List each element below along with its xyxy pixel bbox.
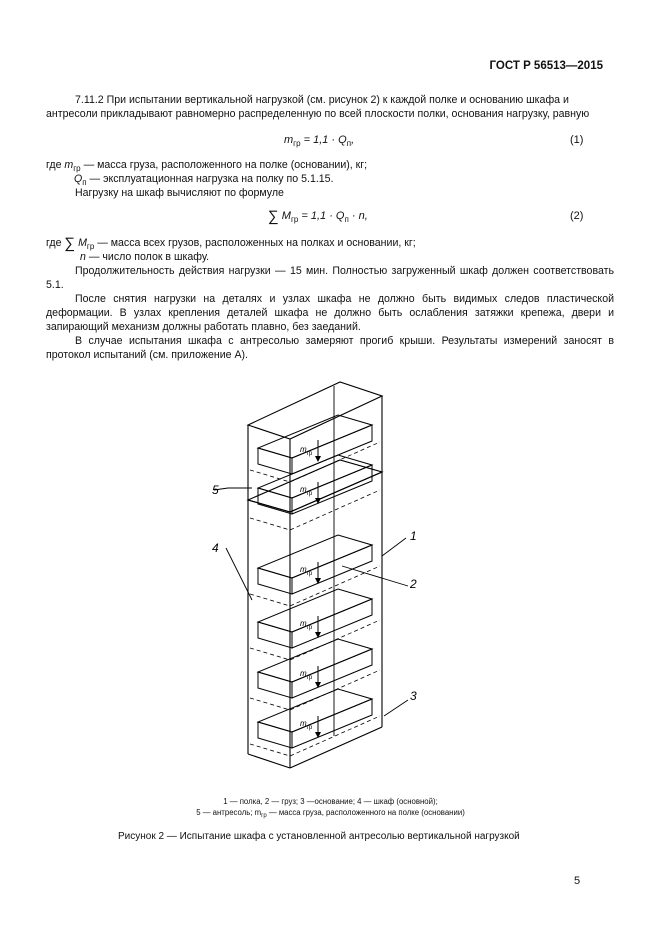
equation-1-number: (1) [570, 134, 584, 146]
callout-4-cabinet: 4 [212, 541, 219, 555]
callout-3-base: 3 [410, 689, 417, 703]
where2-lead: где [46, 237, 62, 249]
where1-lead: где [46, 159, 62, 171]
where-block-2-line2 [80, 250, 648, 264]
where1-sym2-sub: п [82, 178, 87, 187]
eq1-rhs-sub: п [346, 139, 352, 148]
page-number: 5 [574, 875, 581, 887]
equation-1 [284, 134, 354, 148]
load-label: $m_{гр}$ [300, 565, 313, 577]
paragraph-mezzanine: В случае испытания шкафа с антресолью замеряют прогиб крыши. Результаты измерений заносят в протокол испытаний (см. приложение А). [46, 335, 614, 362]
load-label: $m_{гр}$ [300, 619, 313, 631]
load-label: $m_{гр}$ [300, 485, 313, 497]
load-label: $m_{гр}$ [300, 669, 313, 681]
arrow-head [315, 456, 321, 462]
callout-5-mezzanine: 5 [212, 483, 219, 497]
callout-leaders [214, 488, 408, 716]
legend-line-2-sub: гр [261, 813, 267, 819]
paragraph-after-unload: После снятия нагрузки на деталях и узлах шкафа не должно быть видимых следов пластической деформации. В узлах крепления деталей шкафа не должно быть ослабления затяжки крепежа, двери и запирающий механизм должны работать плавно, без заеданий. [46, 293, 614, 334]
arrow-head [315, 682, 321, 688]
where2-desc1: — масса всех грузов, расположенных на полках и основании, кг; [94, 237, 416, 249]
loads [258, 415, 372, 748]
figure-cabinet-drawing [200, 380, 460, 800]
figure-caption: Рисунок 2 — Испытание шкафа с установленной антресолью вертикальной нагрузкой [118, 831, 520, 842]
arrow-head [315, 632, 321, 638]
eq2-rhs-sub: п [344, 215, 349, 224]
eq1-rhs-end: , [351, 134, 355, 146]
paragraph-load-formula: Нагрузку на шкаф вычисляют по формуле [75, 187, 284, 199]
document-header: ГОСТ Р 56513—2015 [489, 60, 603, 72]
mezzanine-outline [248, 382, 382, 512]
where2-desc2: — число полок в шкафу. [85, 251, 210, 263]
eq2-rhs: = 1,1 · Q [301, 210, 345, 222]
callout-2-load: 2 [410, 577, 417, 591]
load-block [258, 589, 372, 648]
where1-desc2: — эксплуатационная нагрузка на полку по 5.1.15. [86, 173, 334, 185]
paragraph-7-11-2: 7.11.2 При испытании вертикальной нагрузкой (см. рисунок 2) к каждой полке и основанию шкафа и антресоли прикладывают равномерно распределенную по всей плоскости полки, основания нагрузку, равную [46, 94, 590, 121]
eq1-lhs: m [284, 134, 294, 146]
where2-sym1: M [78, 237, 87, 249]
eq2-lhs: M [281, 210, 291, 222]
load-block [258, 535, 372, 594]
where1-desc1: — масса груза, расположенного на полке (основании), кг; [80, 159, 368, 171]
where2-sigma: ∑ [64, 235, 76, 252]
eq2-sigma: ∑ [268, 208, 279, 225]
where1-sym2: Q [74, 173, 83, 185]
paragraph-duration: Продолжительность действия нагрузки — 15 мин. Полностью загруженный шкаф должен соответствовать 5.1. [46, 265, 614, 292]
equation-2 [268, 208, 368, 225]
where2-sym2: n [80, 251, 86, 263]
callout-1-shelf: 1 [410, 529, 417, 543]
where2-sym1-sub: гр [86, 242, 95, 251]
eq2-rhs-end: · n, [348, 210, 368, 222]
figure-legend [0, 796, 661, 822]
legend-line-1: 1 — полка, 2 — груз; 3 —основание; 4 — шкаф (основной); [223, 797, 438, 806]
eq2-lhs-sub: гр [290, 215, 299, 224]
load-block [258, 639, 372, 698]
arrow-head [315, 732, 321, 738]
legend-line-2 [0, 807, 661, 822]
arrow-head [315, 578, 321, 584]
where1-sym1: m [64, 159, 74, 171]
legend-line-2-post: — масса груза, расположенного на полке (основании) [266, 808, 465, 817]
legend-line-2-pre: 5 — антресоль; m [196, 808, 262, 817]
load-block [258, 415, 372, 474]
load-label: $m_{гр}$ [300, 719, 313, 731]
load-label: $m_{гр}$ [300, 445, 313, 457]
equation-2-number: (2) [570, 210, 584, 222]
eq1-rhs: = 1,1 · Q [303, 134, 347, 146]
eq1-lhs-sub: гр [293, 139, 301, 148]
where1-sym1-sub: гр [73, 164, 81, 173]
